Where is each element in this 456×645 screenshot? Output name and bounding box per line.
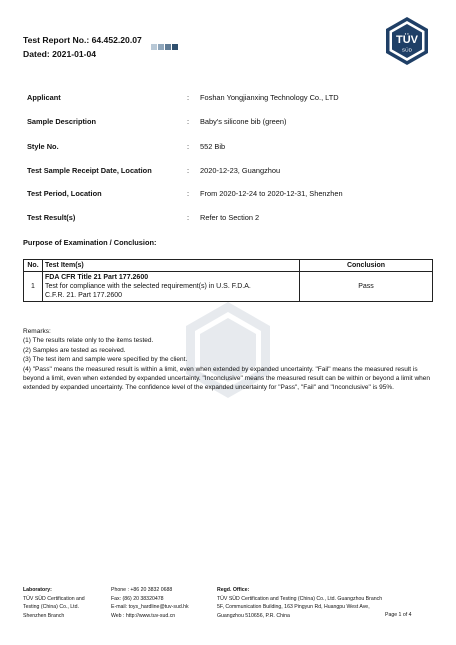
field-colon: : (187, 142, 190, 151)
square-1 (151, 44, 157, 50)
field-colon: : (187, 93, 190, 102)
row-description-line2: C.F.R. 21. Part 177.2600 (45, 292, 123, 299)
field-label: Test Result(s) (27, 213, 76, 222)
field-value: Refer to Section 2 (200, 213, 260, 222)
logo-text: TÜV (396, 34, 418, 46)
laboratory-title: Laboratory: (23, 587, 52, 593)
report-date: Dated: 2021-01-04 (23, 49, 97, 59)
row-regulation: FDA CFR Title 21 Part 177.2600 (45, 274, 149, 281)
page-number: Page 1 of 4 (385, 612, 412, 618)
header-test-items: Test Item(s) (43, 260, 300, 272)
header-conclusion: Conclusion (300, 260, 433, 272)
field-value: 552 Bib (200, 142, 226, 151)
remark-item: (4) "Pass" means the measured result is within a limit, even when extended by expanded uncertainty. "Fail" means the measured result is beyond a limit, even when extended by expanded uncertainty. "Inconclusive" means the measured result can be within or beyond a limit when extended by expanded uncertainty. The confidence level of the expanded uncertainty for "Pass", "Fail" and "Inconclusive" is 95%. (23, 365, 431, 392)
contact-fax: Fax: (86) 20 38320478 (111, 595, 164, 602)
field-label: Style No. (27, 142, 59, 151)
row-no: 1 (24, 272, 43, 302)
field-colon: : (187, 189, 190, 198)
report-number: Test Report No.: 64.452.20.07 (23, 35, 142, 45)
office-title: Regd. Office: (217, 587, 250, 593)
header-no: No. (24, 260, 43, 272)
table-header-row (24, 260, 433, 272)
contact-phone: Phone : +86 20 3832 0688 (111, 587, 173, 593)
field-colon: : (187, 213, 190, 222)
remarks-block (23, 327, 438, 393)
tuv-logo-icon (382, 16, 432, 66)
conclusion-table (23, 259, 433, 302)
field-colon: : (187, 166, 190, 175)
table-row (24, 272, 433, 302)
contact-email[interactable]: E-mail: toys_hardline@tuv-sud.hk (111, 604, 189, 611)
row-description-line1: Test for compliance with the selected requirement(s) in U.S. F.D.A. (45, 283, 251, 290)
laboratory-line: Testing (China) Co., Ltd. (23, 604, 79, 611)
row-conclusion: Pass (300, 272, 433, 302)
field-value: 2020-12-23, Guangzhou (200, 166, 281, 175)
office-line: Guangzhou 510656, P.R. China (217, 612, 290, 619)
remark-item: (2) Samples are tested as received. (23, 346, 126, 354)
field-colon: : (187, 117, 190, 126)
field-label: Applicant (27, 93, 61, 102)
field-label: Sample Description (27, 117, 96, 126)
square-2 (158, 44, 164, 50)
field-value: From 2020-12-24 to 2020-12-31, Shenzhen (200, 189, 343, 198)
field-label: Test Period, Location (27, 189, 102, 198)
office-line: 5F, Communication Building, 163 Pingyun Rd, Huangpu West Ave, (217, 604, 370, 611)
footer-laboratory (23, 586, 108, 620)
footer-contact (111, 586, 211, 620)
purpose-title: Purpose of Examination / Conclusion: (23, 238, 157, 247)
contact-web[interactable]: Web : http://www.tuv-sud.cn (111, 612, 176, 619)
field-value: Foshan Yongjianxing Technology Co., LTD (200, 93, 339, 102)
color-squares (151, 44, 178, 50)
laboratory-line: TÜV SÜD Certification and (23, 595, 85, 602)
remark-item: (1) The results relate only to the items tested. (23, 337, 154, 345)
square-4 (172, 44, 178, 50)
laboratory-line: Shenzhen Branch (23, 612, 65, 619)
remarks-title: Remarks: (23, 328, 51, 335)
logo-subtext: SÜD (401, 48, 413, 54)
field-value: Baby's silicone bib (green) (200, 117, 287, 126)
field-label: Test Sample Receipt Date, Location (27, 166, 152, 175)
office-line: TÜV SÜD Certification and Testing (China) Co., Ltd. Guangzhou Branch (217, 595, 383, 602)
square-3 (165, 44, 171, 50)
remark-item: (3) The test item and sample were specified by the client. (23, 356, 188, 364)
row-test-item (43, 272, 300, 302)
